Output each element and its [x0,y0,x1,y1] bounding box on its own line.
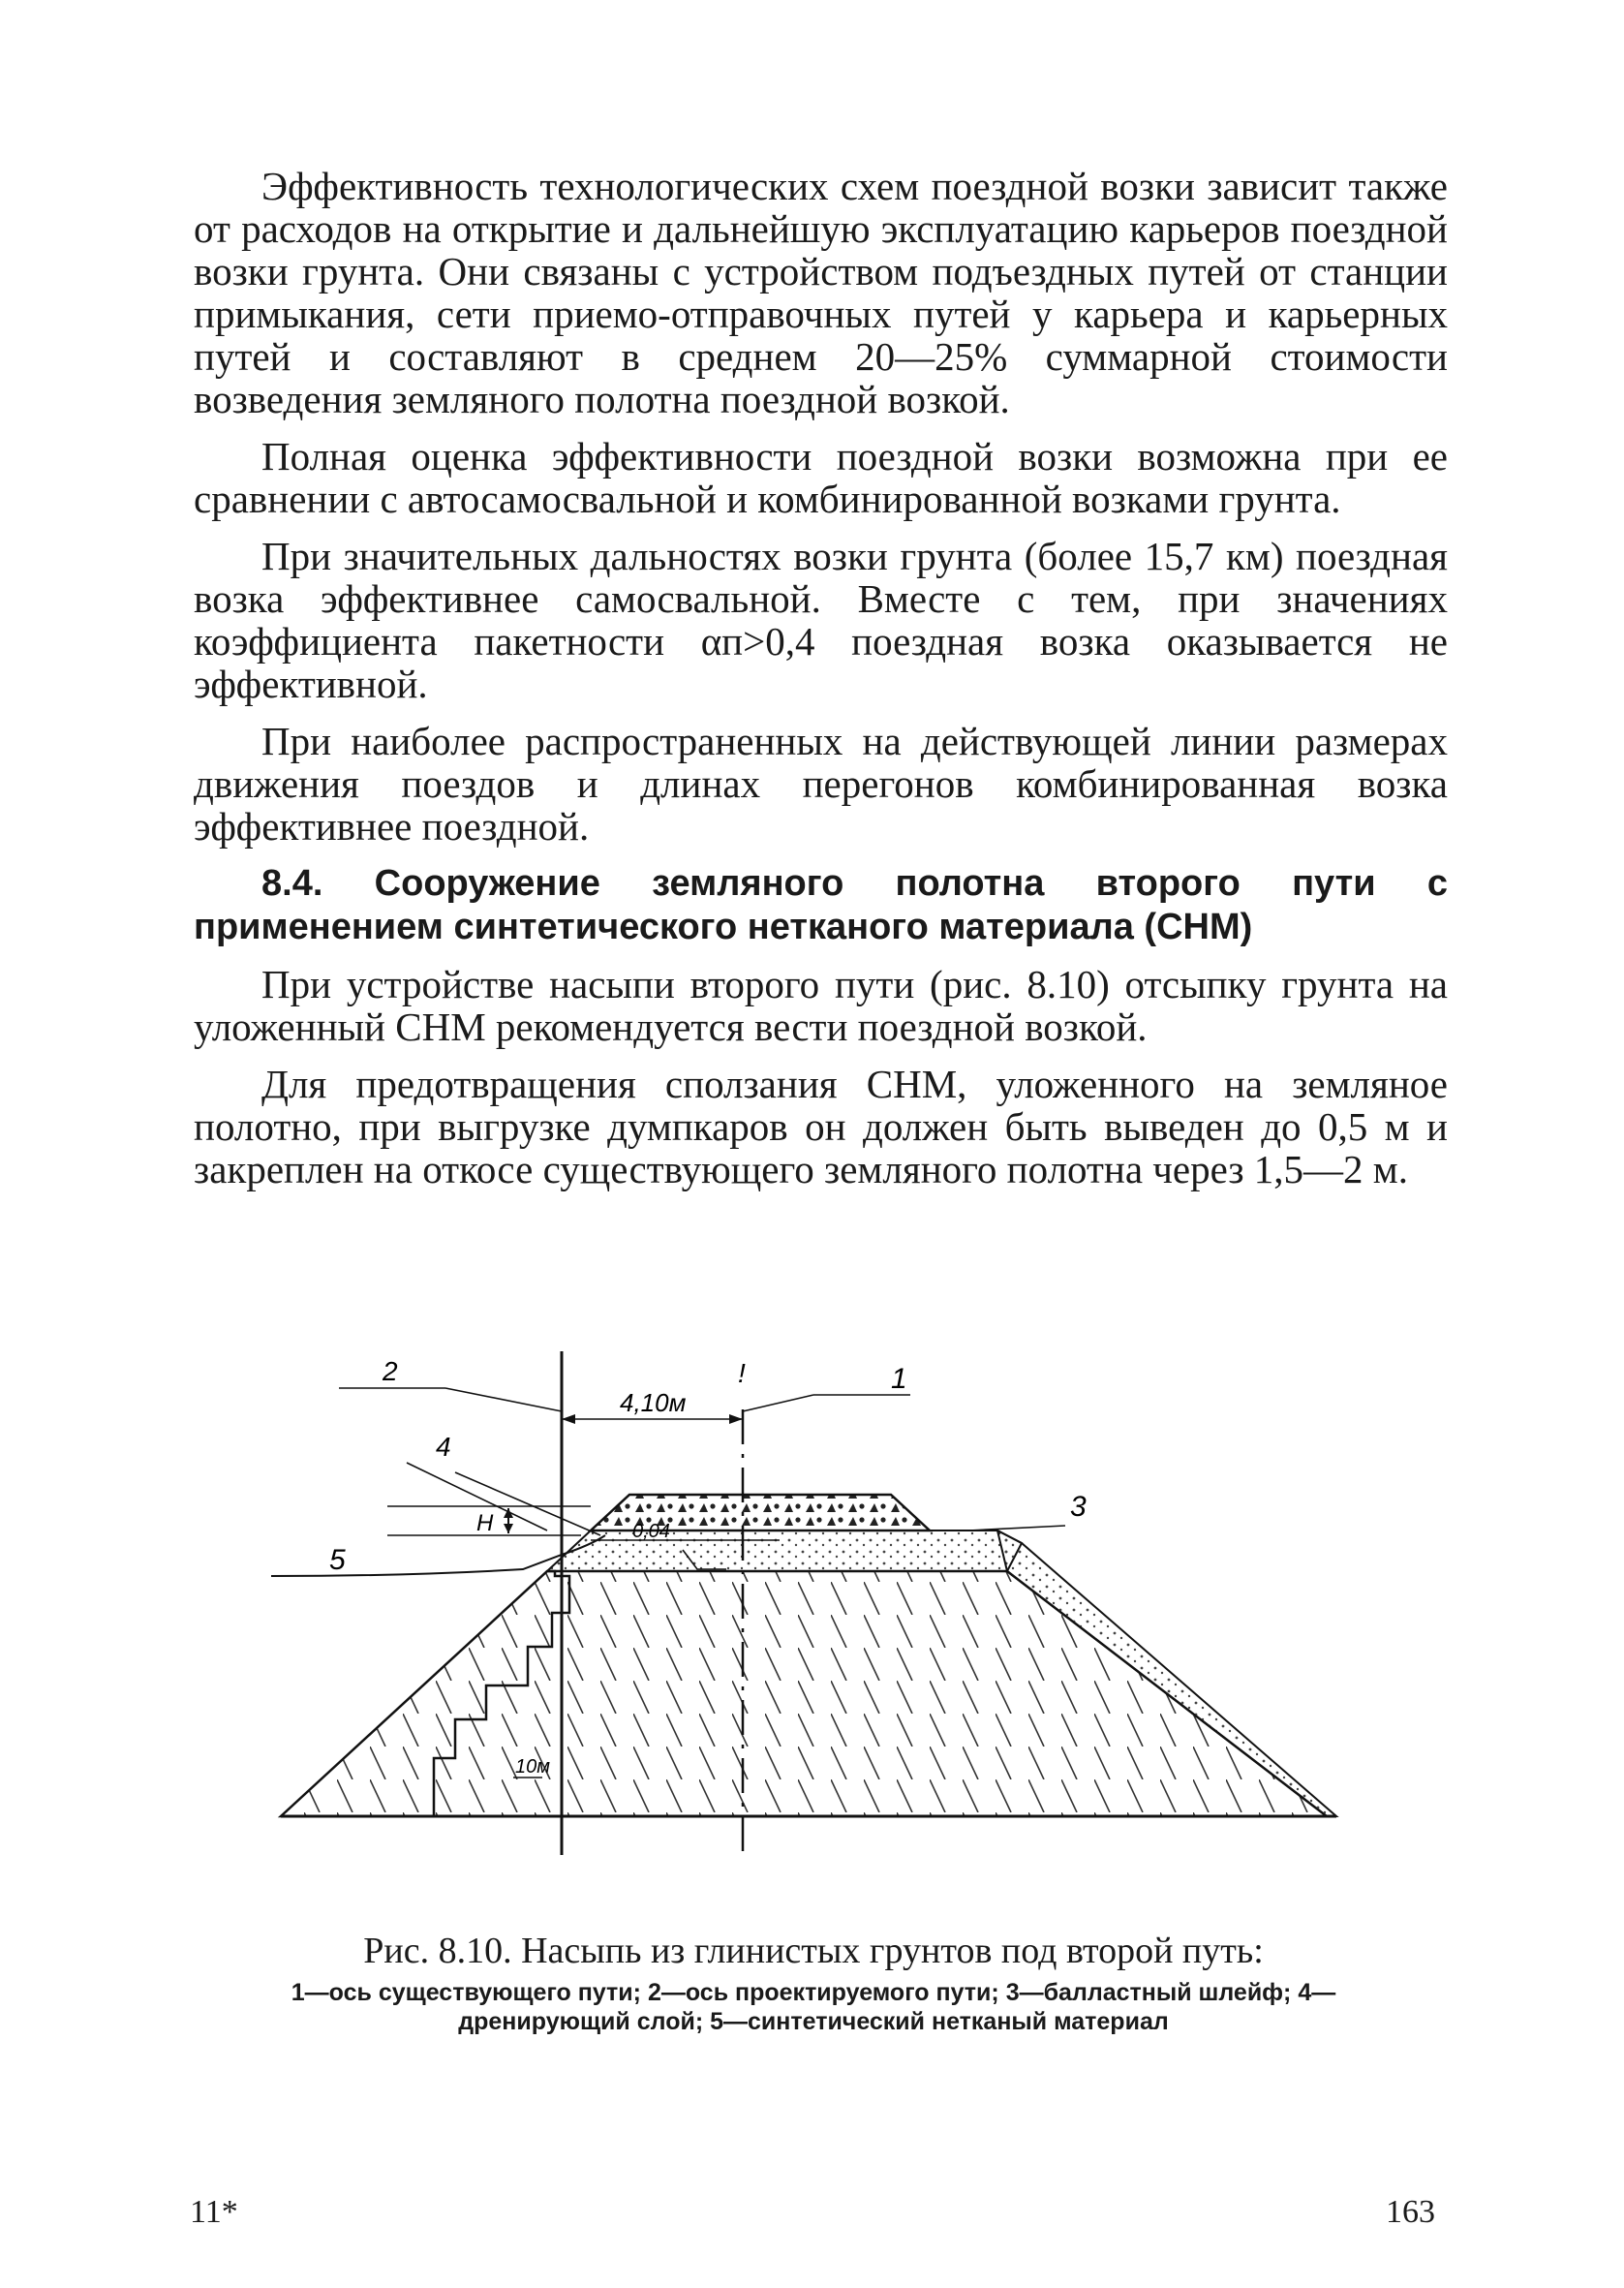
label-layer-4: 4 [436,1432,451,1462]
paragraph-6: Для предотвращения сползания СНМ, уложенного на земляное полотно, при выгрузке думпкаров он должен быть выведен до 0,5 м и закреплен на откосе существующего земляного полотна через 1,5—2 м. [194,1062,1448,1191]
label-slope: 0,04 [632,1521,670,1542]
paragraph-4: При наиболее распространенных на действующей линии размерах движения поездов и длинах перегонов комбинированная возка эффективнее поездной. [194,719,1448,849]
paragraph-3: При значительных дальностях возки грунта (более 15,7 км) поездная возка эффективнее самосвальной. Вместе с тем, при значениях коэффициента пакетности αп>0,4 поездная возка оказывается не эффективной. [194,534,1448,706]
label-axis-1: 1 [891,1363,907,1395]
paragraph-5: При устройстве насыпи второго пути (рис. 8.10) отсыпку грунта на уложенный СНМ рекомендуется вести поездной возкой. [194,962,1448,1049]
signature-mark: 11* [190,2194,238,2230]
label-dim-4-10: 4,10м [620,1388,687,1417]
label-h: Н [476,1510,494,1536]
label-step-10m: 10м [515,1756,550,1778]
caption-title: Рис. 8.10. Насыпь из глинистых грунтов под второй путь: [363,1931,1264,1971]
caption-legend: 1—ось существующего пути; 2—ось проектируемого пути; 3—балластный шлейф; 4—дренирующий слой; 5—синтетический нетканый материал [291,1979,1336,2035]
paragraph-2: Полная оценка эффективности поездной возки возможна при ее сравнении с автосамосвальной и комбинированной возками грунта. [194,434,1448,521]
section-heading: 8.4. Сооружение земляного полотна второго пути с применением синтетического нетканого материала (СНМ) [194,863,1448,947]
embankment-diagram [271,1351,1356,1874]
embankment-figure [271,1351,1356,1874]
paragraph-1: Эффективность технологических схем поездной возки зависит также от расходов на открытие и дальнейшую эксплуатацию карьеров поездной возки грунта. Они связаны с устройством подъездных путей от станции примыкания, сети приемо-отправочных путей у карьера и карьерных путей и составляют в среднем 20—25% суммарной стоимости возведения земляного полотна поездной возкой. [194,164,1448,421]
label-axis-mark: ! [738,1358,746,1388]
page-number: 163 [1386,2194,1435,2230]
label-geotextile-5: 5 [329,1544,346,1576]
body-text [194,165,1448,1205]
label-layer-3: 3 [1070,1491,1087,1523]
label-axis-2: 2 [383,1356,398,1386]
drainage-layer [547,1530,1022,1571]
figure-caption [271,1930,1356,2036]
